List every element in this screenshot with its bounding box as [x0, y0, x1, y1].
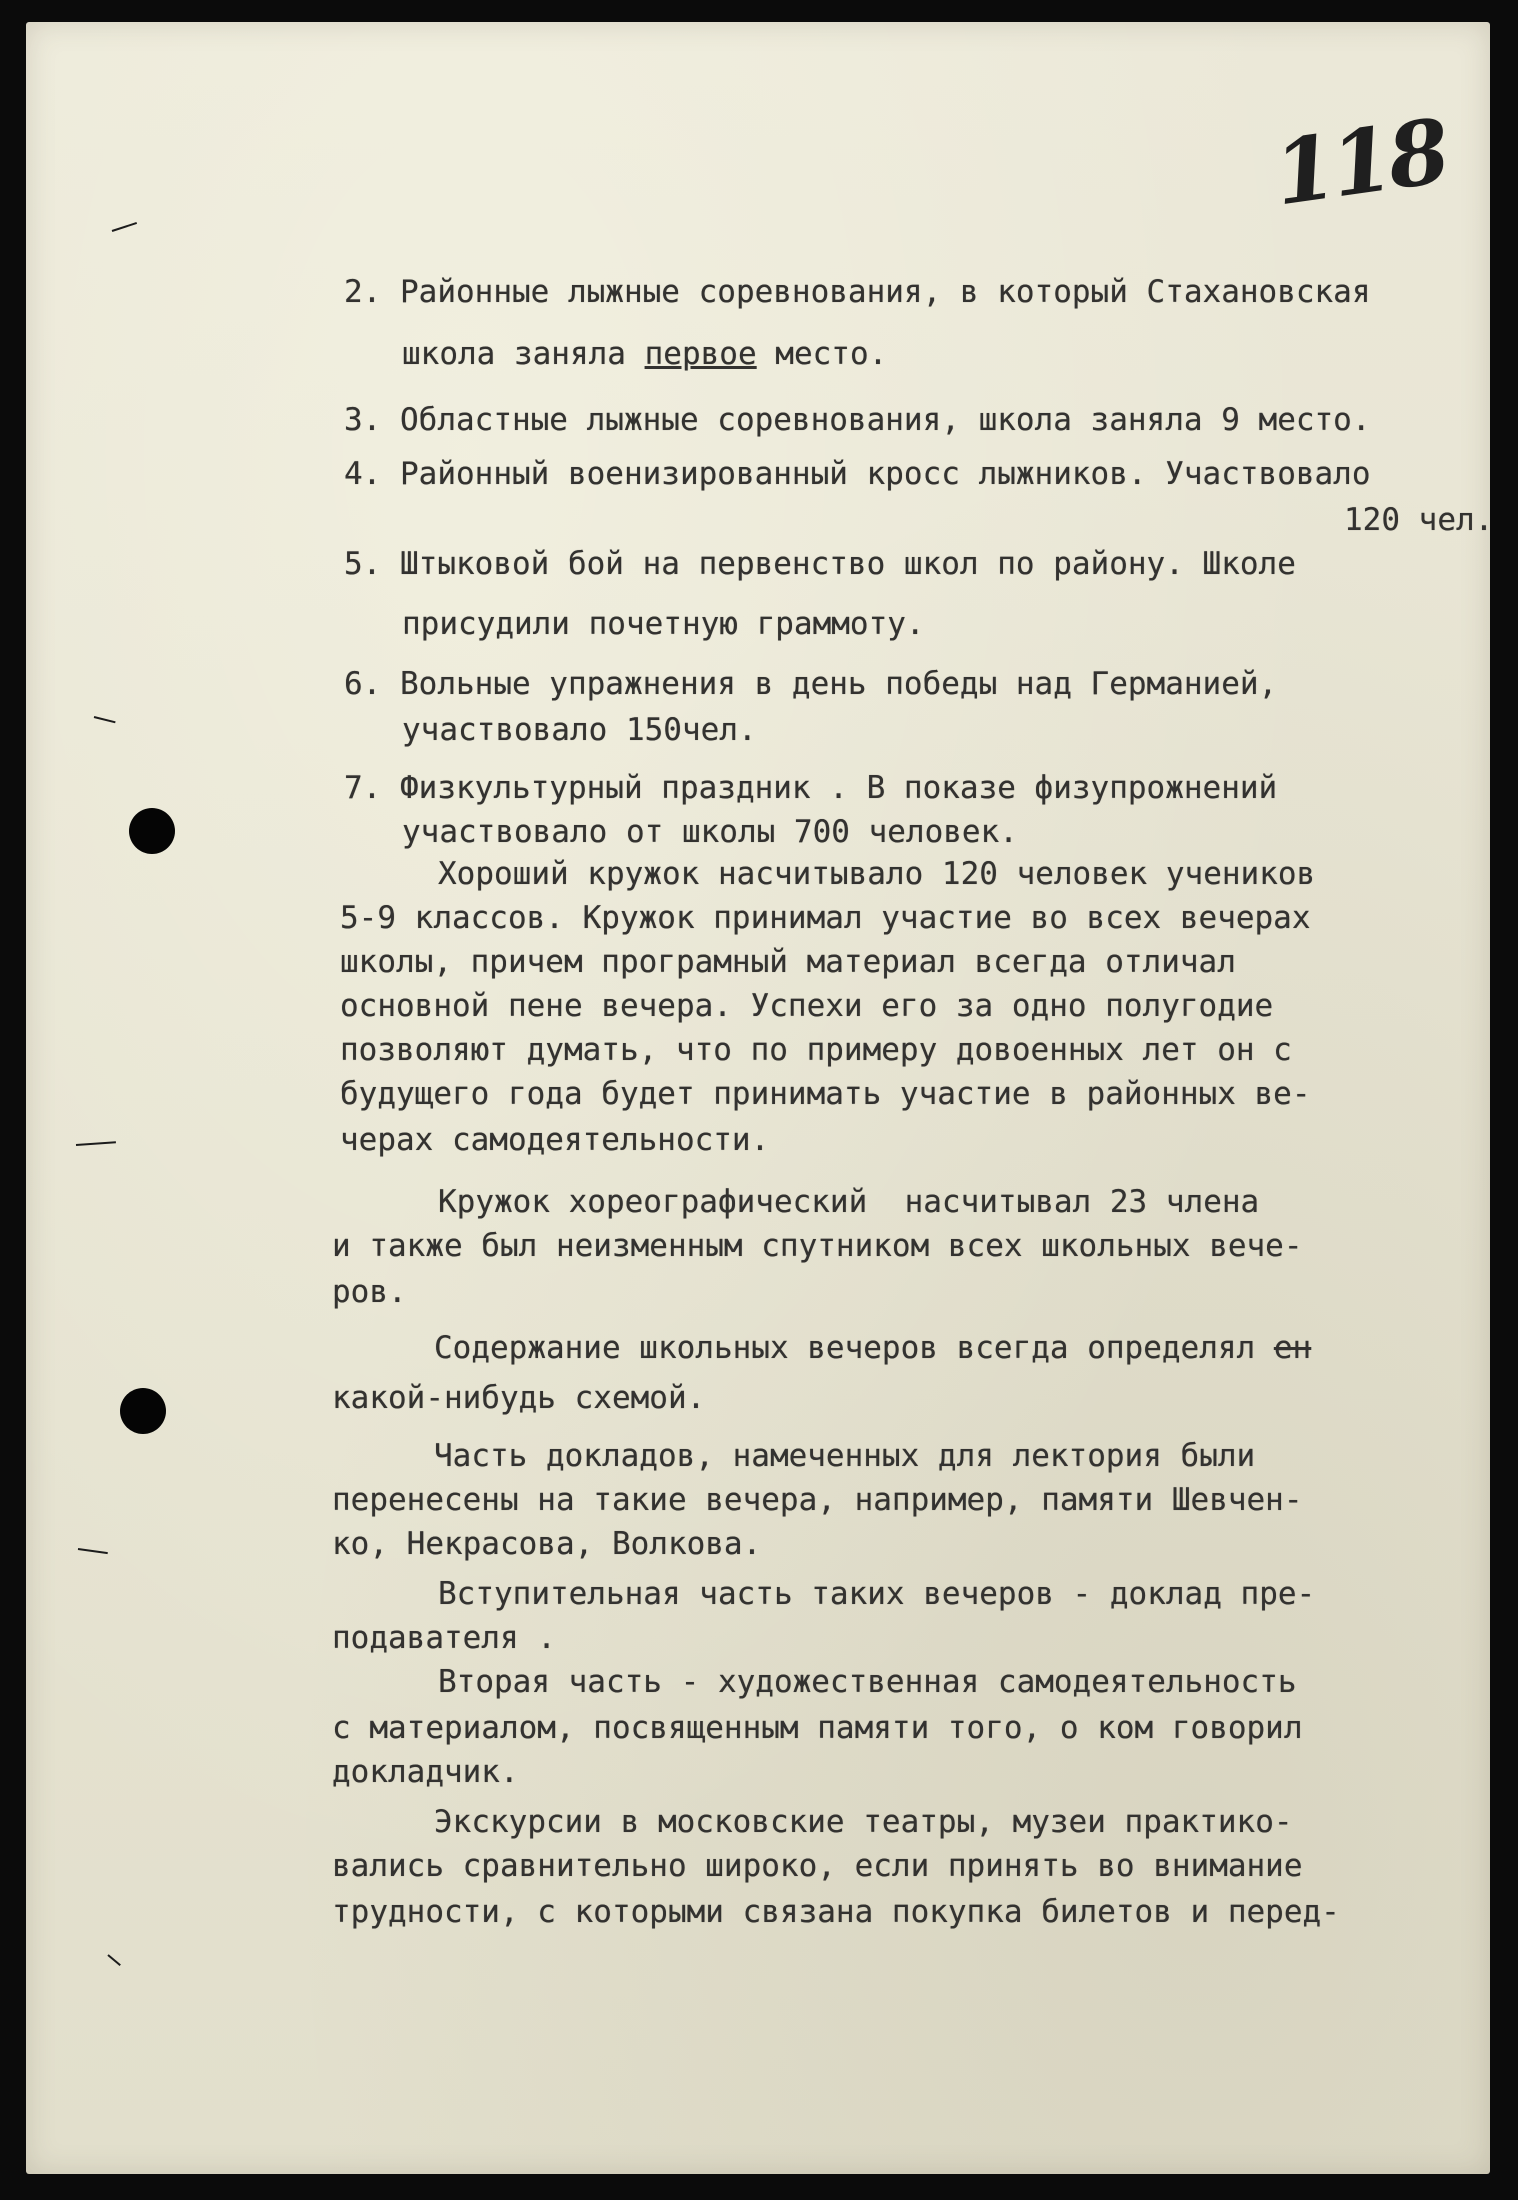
margin-mark — [107, 1954, 121, 1966]
paragraph-line: ко, Некрасова, Волкова. — [332, 1526, 762, 1562]
margin-mark — [76, 1141, 116, 1146]
paragraph-line: подавателя . — [332, 1620, 556, 1656]
folio-number: 118 — [1267, 98, 1453, 226]
paragraph-line: Экскурсии в московские театры, музеи практико- — [434, 1804, 1293, 1840]
binding-hole — [129, 808, 175, 854]
item-6-line-1: 6. Вольные упражнения в день победы над Германией, — [344, 666, 1278, 702]
item-3-line-1: 3. Областные лыжные соревнования, школа заняла 9 место. — [344, 402, 1371, 438]
paragraph-line: с материалом, посвященным памяти того, о ком говорил — [332, 1710, 1303, 1746]
binding-hole — [120, 1388, 166, 1434]
item-7-line-1: 7. Физкультурный праздник . В показе физупрожнений — [344, 770, 1278, 806]
item-5-line-2: присудили почетную граммоту. — [402, 606, 925, 642]
item-5-line-1: 5. Штыковой бой на первенство школ по району. Школе — [344, 546, 1296, 582]
paragraph-line: будущего года будет принимать участие в районных ве- — [340, 1076, 1311, 1112]
paragraph-line: Вторая часть - художественная самодеятельность — [438, 1664, 1297, 1700]
item-4-line-1: 4. Районный военизированный кросс лыжников. Участвовало — [344, 456, 1371, 492]
margin-mark — [94, 716, 116, 723]
item-6-line-2: участвовало 150чел. — [402, 712, 757, 748]
paragraph-line: Содержание школьных вечеров всегда определял ен — [434, 1330, 1312, 1366]
paragraph-line: Кружок хореографический насчитывал 23 члена — [438, 1184, 1260, 1220]
paragraph-line: докладчик. — [332, 1754, 519, 1790]
paragraph-line: какой-нибудь схемой. — [332, 1380, 706, 1416]
paragraph-line: школы, причем програмный материал всегда отличал — [340, 944, 1236, 980]
paragraph-line: перенесены на такие вечера, например, памяти Шевчен- — [332, 1482, 1303, 1518]
paragraph-line: Часть докладов, намеченных для лектория были — [434, 1438, 1256, 1474]
paragraph-line: вались сравнительно широко, если принять во внимание — [332, 1848, 1303, 1884]
item-7-line-2: участвовало от школы 700 человек. — [402, 814, 1018, 850]
item-4-line-2: 120 чел. — [1344, 502, 1494, 538]
paragraph-line: основной пене вечера. Успехи его за одно полугодие — [340, 988, 1274, 1024]
paragraph-line: трудности, с которыми связана покупка билетов и перед- — [332, 1894, 1340, 1930]
paragraph-line: Вступительная часть таких вечеров - доклад пре- — [438, 1576, 1316, 1612]
margin-mark — [112, 222, 137, 232]
item-2-line-2: школа заняла первое место. — [402, 336, 888, 372]
paragraph-line: Хороший кружок насчитывало 120 человек учеников — [438, 856, 1316, 892]
paragraph-line: ров. — [332, 1274, 407, 1310]
paragraph-line: и также был неизменным спутником всех школьных вече- — [332, 1228, 1303, 1264]
paragraph-line: позволяют думать, что по примеру довоенных лет он с — [340, 1032, 1292, 1068]
paragraph-line: 5-9 классов. Кружок принимал участие во всех вечерах — [340, 900, 1311, 936]
paragraph-line: черах самодеятельности. — [340, 1122, 770, 1158]
item-2-line-1: 2. Районные лыжные соревнования, в который Стахановская — [344, 274, 1371, 310]
archive-page — [26, 22, 1494, 2174]
margin-mark — [78, 1548, 108, 1554]
